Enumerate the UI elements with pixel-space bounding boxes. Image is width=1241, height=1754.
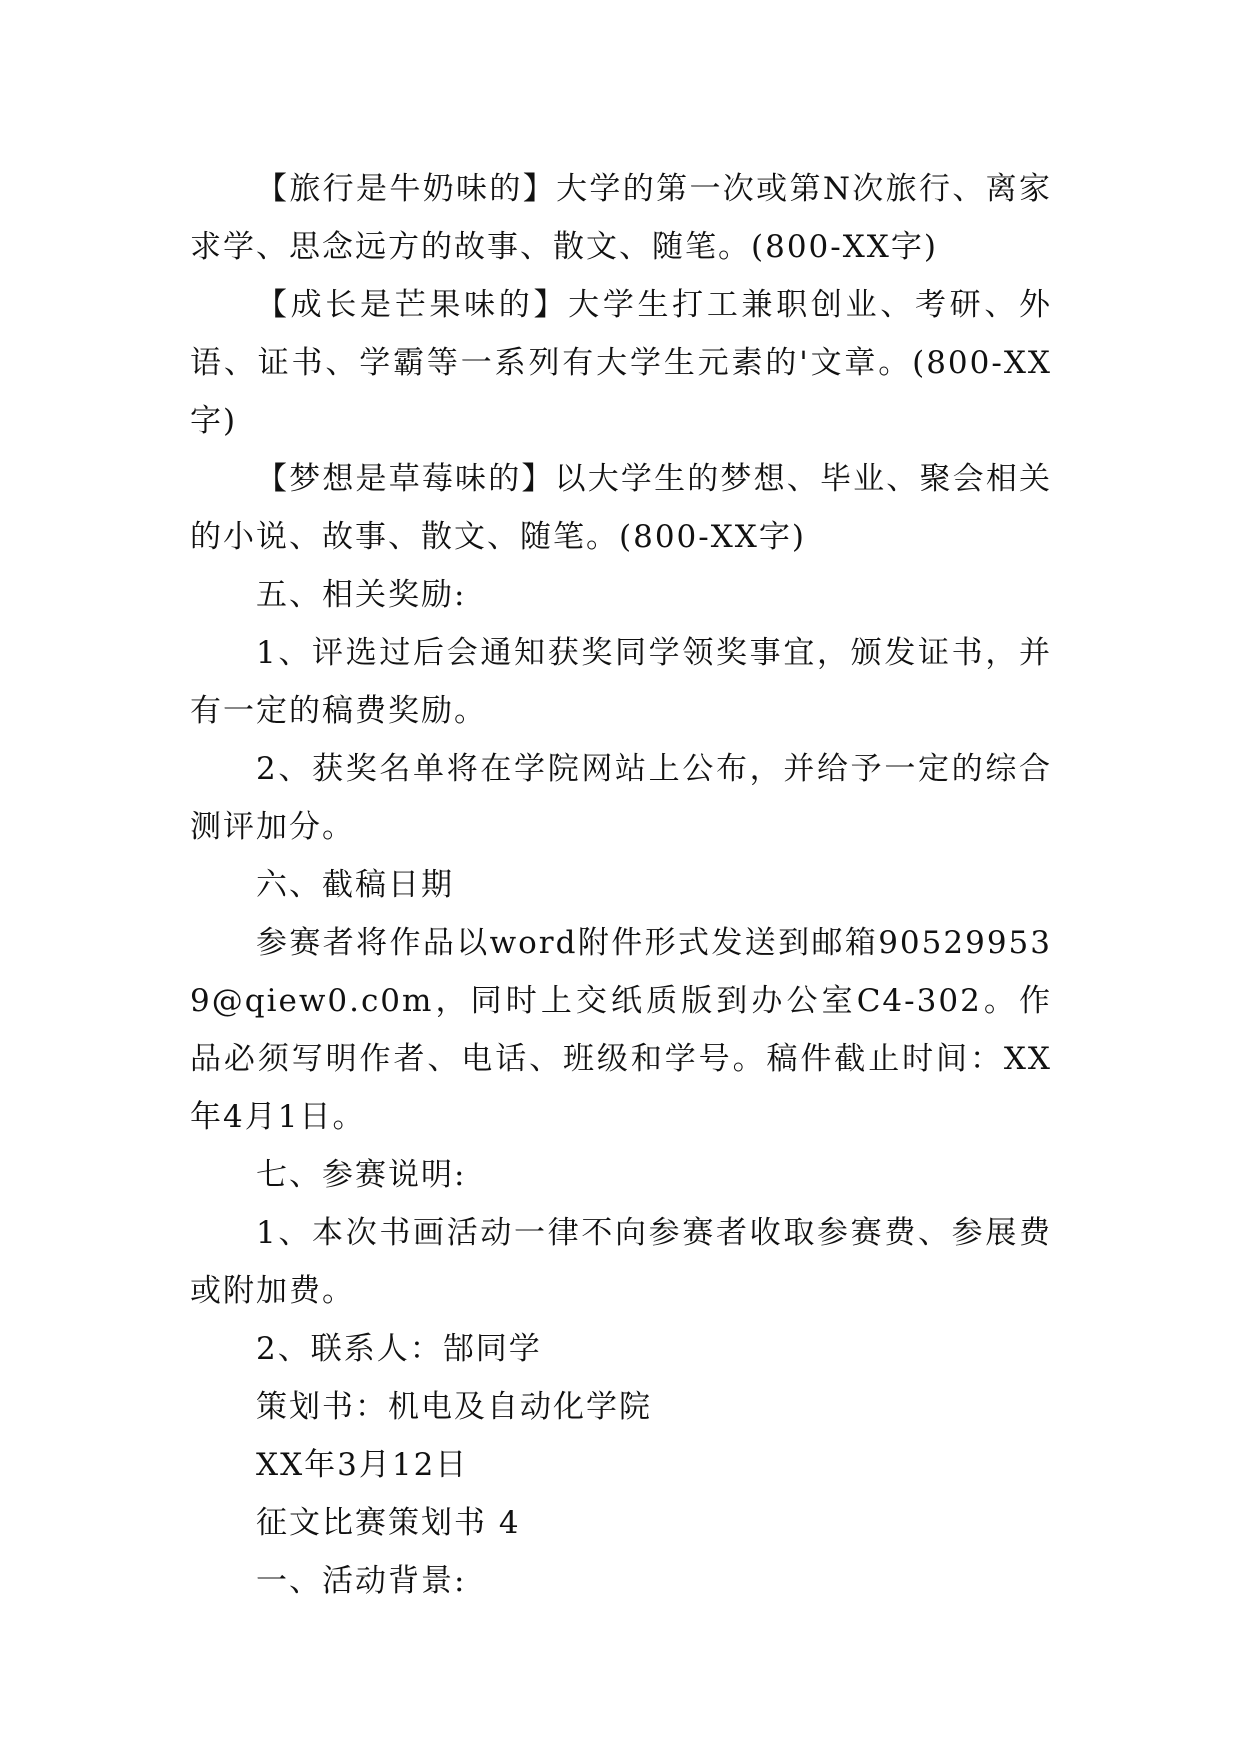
document-page <box>190 160 1052 1610</box>
paragraph-reward-2: 2、获奖名单将在学院网站上公布，并给予一定的综合测评加分。 <box>190 751 1052 845</box>
heading-rewards: 五、相关奖励: <box>256 577 467 613</box>
paragraph-dream-theme: 【梦想是草莓味的】以大学生的梦想、毕业、聚会相关的小说、故事、散文、随笔。(800-XX字) <box>190 461 1052 555</box>
paragraph-submission: 参赛者将作品以word附件形式发送到邮箱905299539@qiew0.c0m，同时上交纸质版到办公室C4-302。作品必须写明作者、电话、班级和学号。稿件截止时间：XX年4月1日。 <box>190 925 1052 1135</box>
section-title-plan-4: 征文比赛策划书 4 <box>256 1505 521 1541</box>
heading-background: 一、活动背景: <box>256 1563 467 1599</box>
paragraph-growth-theme: 【成长是芒果味的】大学生打工兼职创业、考研、外语、证书、学霸等一系列有大学生元素的'文章。(800-XX字) <box>190 287 1052 439</box>
paragraph-date: XX年3月12日 <box>256 1447 469 1483</box>
paragraph-travel-theme: 【旅行是牛奶味的】大学的第一次或第N次旅行、离家求学、思念远方的故事、散文、随笔。(800-XX字) <box>190 171 1052 265</box>
heading-instructions: 七、参赛说明: <box>256 1157 467 1193</box>
paragraph-instruction-1: 1、本次书画活动一律不向参赛者收取参赛费、参展费或附加费。 <box>190 1215 1052 1309</box>
heading-deadline: 六、截稿日期 <box>256 867 454 903</box>
paragraph-organizer: 策划书：机电及自动化学院 <box>256 1389 652 1425</box>
paragraph-reward-1: 1、评选过后会通知获奖同学领奖事宜，颁发证书，并有一定的稿费奖励。 <box>190 635 1052 729</box>
paragraph-contact: 2、联系人：郜同学 <box>256 1331 542 1367</box>
